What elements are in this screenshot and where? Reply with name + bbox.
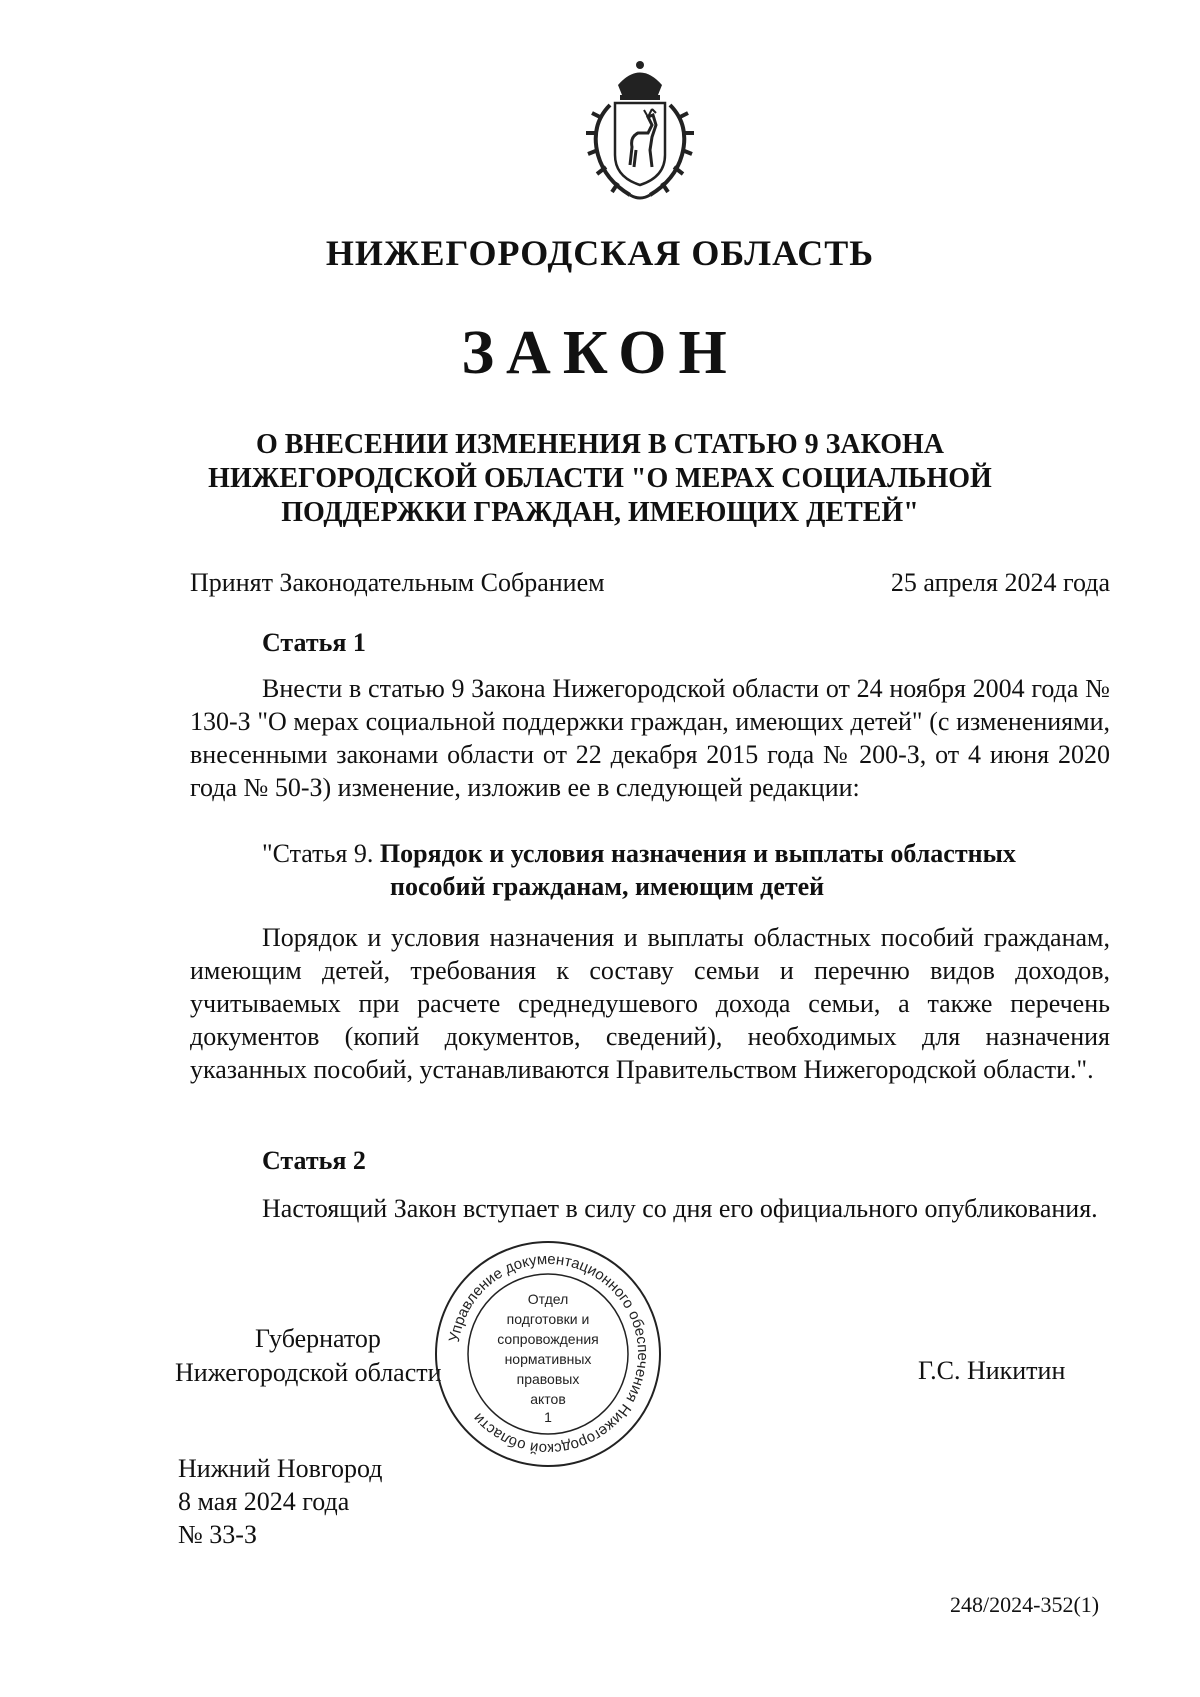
- document-type-title: ЗАКОН: [461, 319, 739, 387]
- governor-signature-block: [175, 1322, 442, 1390]
- subject-line: ПОДДЕРЖКИ ГРАЖДАН, ИМЕЮЩИХ ДЕТЕЙ": [281, 497, 919, 528]
- quoted-article-title-2: пособий гражданам, имеющим детей: [390, 872, 825, 901]
- stamp-line: нормативных: [504, 1351, 592, 1367]
- place-date-block: [178, 1452, 382, 1551]
- quoted-article-prefix: "Статья 9.: [262, 839, 374, 868]
- stamp-line: 1: [544, 1409, 552, 1425]
- official-stamp: [432, 1238, 664, 1470]
- stamp-ring-text: Управление документационного обеспечения Нижегородской области: [445, 1250, 652, 1458]
- law-number: № 33-З: [178, 1520, 257, 1549]
- law-subject: [150, 428, 1050, 530]
- region-title: НИЖЕГОРОДСКАЯ ОБЛАСТЬ: [325, 233, 875, 273]
- article-2-heading: Статья 2: [262, 1146, 366, 1175]
- stamp-line: сопровождения: [497, 1331, 599, 1347]
- quoted-article-heading: [262, 837, 1110, 903]
- coat-of-arms-icon: [560, 55, 720, 205]
- document-code: 248/2024-352(1): [950, 1592, 1100, 1617]
- subject-line: О ВНЕСЕНИИ ИЗМЕНЕНИЯ В СТАТЬЮ 9 ЗАКОНА: [255, 429, 945, 460]
- governor-title: Губернатор: [255, 1324, 381, 1353]
- adoption-date: 25 апреля 2024 года: [890, 568, 1110, 597]
- quoted-article-title-1: Порядок и условия назначения и выплаты областных: [379, 839, 1016, 868]
- article-2-body: Настоящий Закон вступает в силу со дня его официального опубликования.: [262, 1194, 1098, 1223]
- place-city: Нижний Новгород: [178, 1454, 383, 1483]
- adoption-label: Принят Законодательным Собранием: [190, 568, 605, 597]
- stamp-line: актов: [530, 1391, 566, 1407]
- article-2-text: [190, 1192, 1110, 1225]
- subject-line: НИЖЕГОРОДСКОЙ ОБЛАСТИ "О МЕРАХ СОЦИАЛЬНОЙ: [208, 463, 992, 494]
- stamp-line: правовых: [516, 1371, 580, 1387]
- stamp-line: подготовки и: [506, 1311, 590, 1327]
- quoted-article-text: [190, 921, 1110, 1086]
- governor-region: Нижегородской области: [175, 1358, 442, 1387]
- adoption-line: [190, 568, 1110, 598]
- article-1-body: Внести в статью 9 Закона Нижегородской области от 24 ноября 2004 года № 130-З "О мерах социальной поддержки граждан, имеющих детей" (с изменениями, внесенными законами области от 22 декабря 2015 года № 200-З, от 4 июня 2020 года № 50-З) изменение, изложив ее в следующей редакции:: [190, 674, 1110, 802]
- quoted-article-body: Порядок и условия назначения и выплаты областных пособий гражданам, имеющим детей, требования к составу семьи и перечню видов доходов, учитываемых при расчете среднедушевого дохода семьи, а также перечень документов (копий документов, сведений), необходимых для назначения указанных пособий, устанавливаются Правительством Нижегородской области.".: [190, 923, 1110, 1084]
- signing-date: 8 мая 2024 года: [178, 1487, 350, 1516]
- governor-name: Г.С. Никитин: [918, 1356, 1066, 1385]
- article-1-heading: Статья 1: [262, 628, 366, 657]
- article-1-text: [190, 672, 1110, 804]
- stamp-line: Отдел: [527, 1291, 569, 1307]
